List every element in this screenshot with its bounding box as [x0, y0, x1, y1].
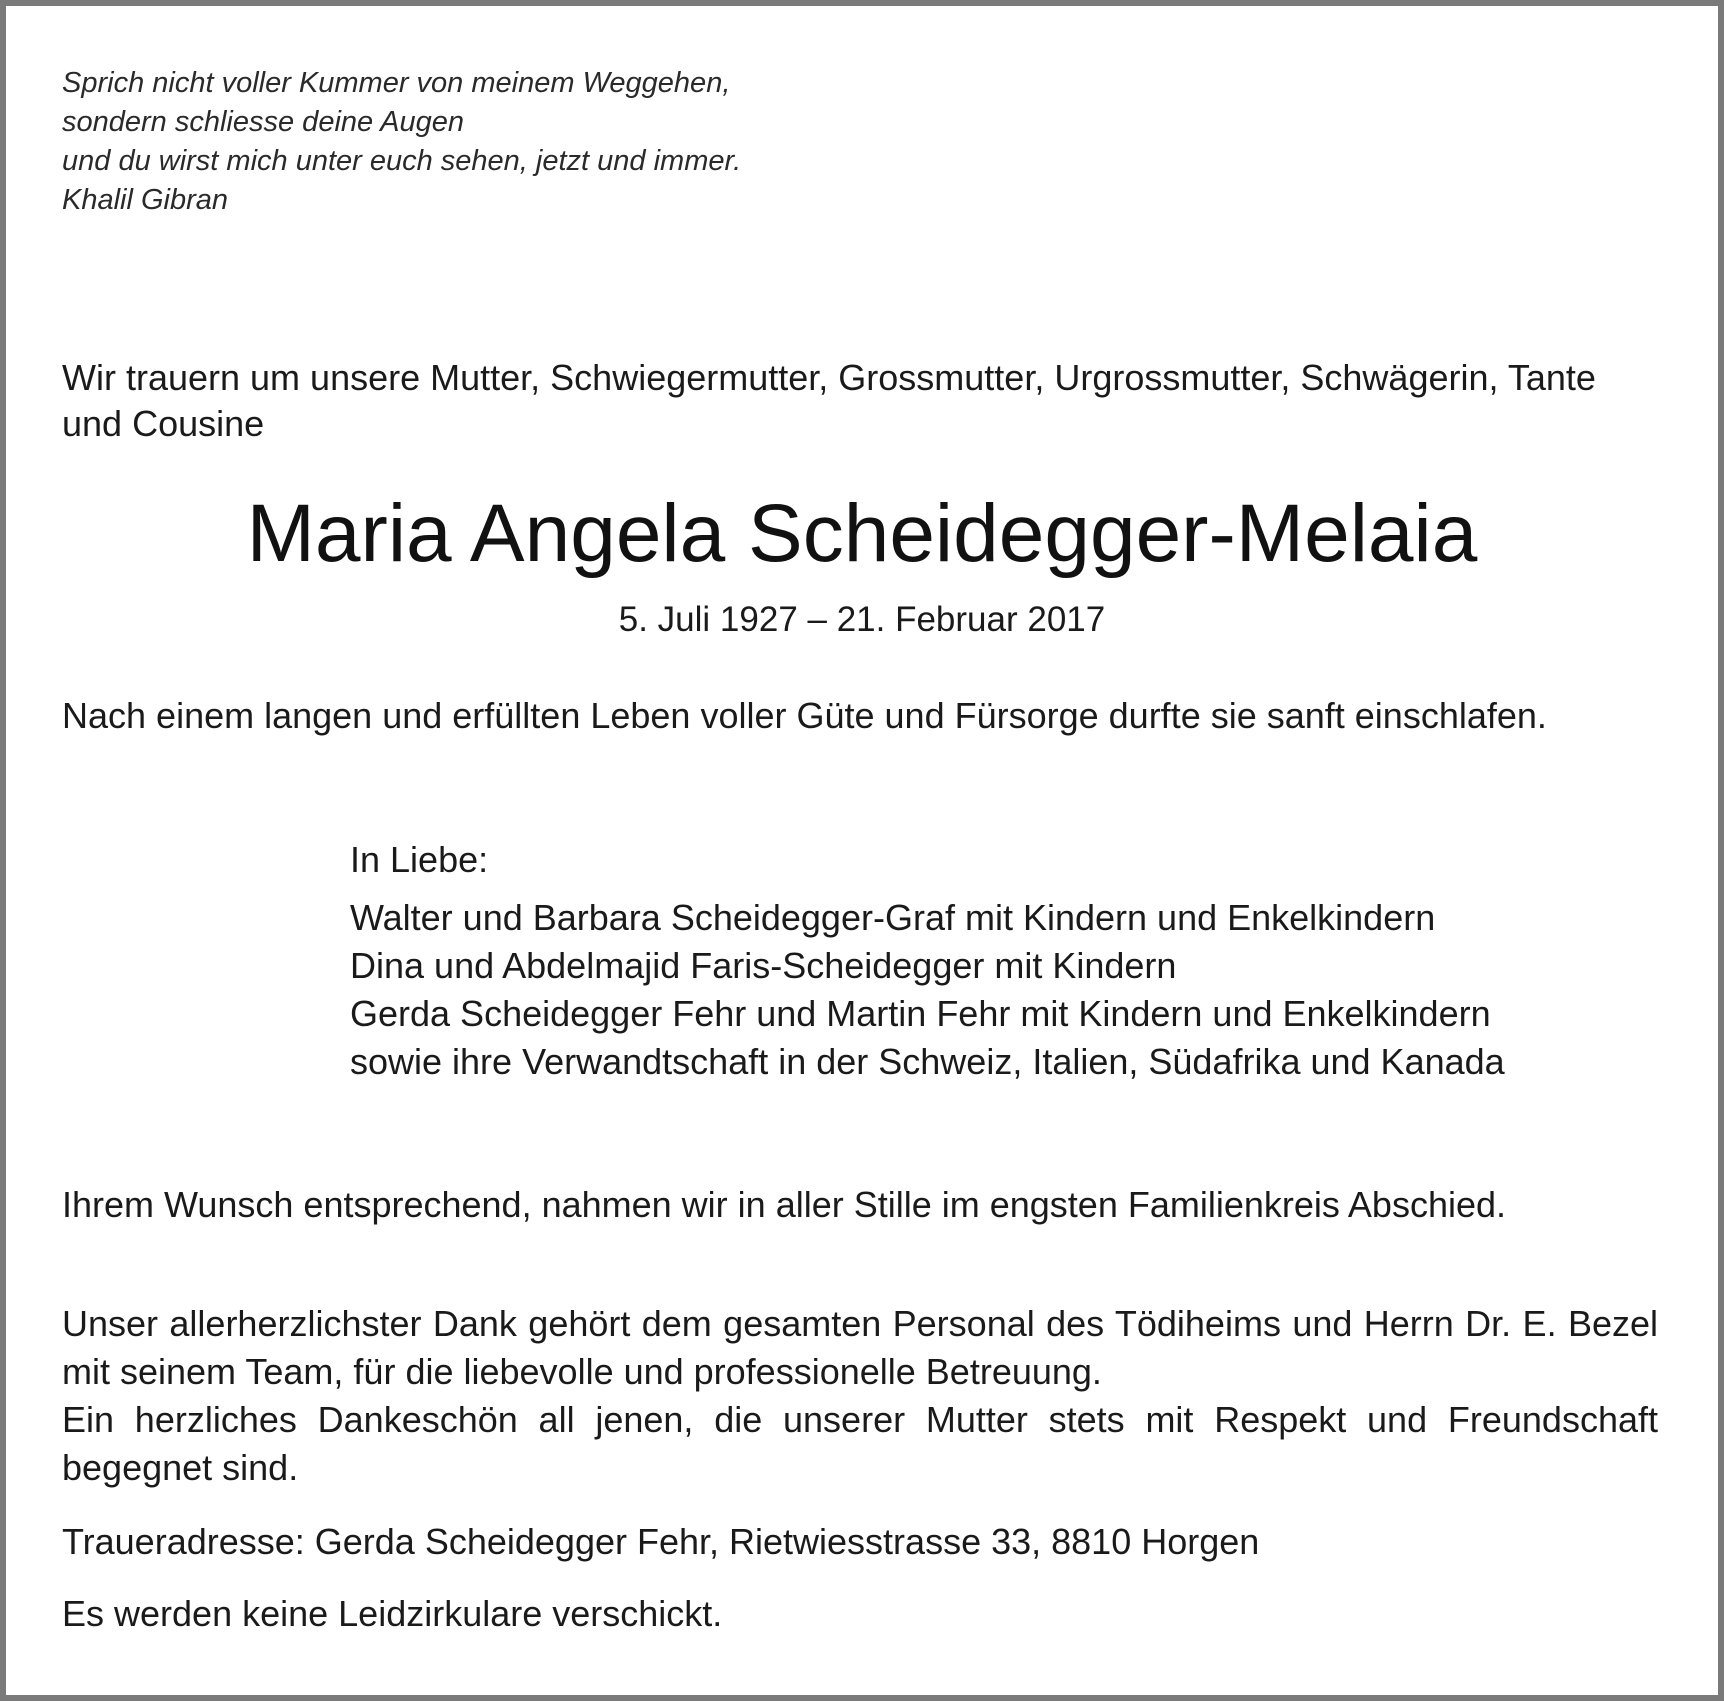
circular-text: Es werden keine Leidzirkulare verschickt. [62, 1593, 723, 1634]
deceased-name: Maria Angela Scheidegger-Melaia [246, 488, 1478, 579]
thanks-text: Unser allerherzlichster Dank gehört dem gesamten Personal des Tödiheims und Herrn Dr. E. Bezel mit seinem Team, für die liebevolle und professionelle Betreuung. [62, 1303, 1658, 1392]
quote-author: Khalil Gibran [62, 184, 229, 216]
life-text: Nach einem langen und erfüllten Leben voller Güte und Fürsorge durfte sie sanft einschlafen. [62, 695, 1547, 736]
life-dates: 5. Juli 1927 – 21. Februar 2017 [618, 600, 1106, 639]
family-member: sowie ihre Verwandtschaft in der Schweiz, Italien, Südafrika und Kanada [350, 1041, 1505, 1082]
quote-line: und du wirst mich unter euch sehen, jetzt und immer. [62, 145, 742, 177]
thanks-text: Ein herzliches Dankeschön all jenen, die unserer Mutter stets mit Respekt und Freundschaft begegnet sind. [62, 1399, 1658, 1488]
family-block [350, 836, 1505, 1086]
quote-block [62, 64, 741, 220]
address-text: Traueradresse: Gerda Scheidegger Fehr, Rietwiesstrasse 33, 8810 Horgen [62, 1521, 1260, 1562]
family-heading: In Liebe: [350, 839, 489, 880]
wish-text: Ihrem Wunsch entsprechend, nahmen wir in aller Stille im engsten Familienkreis Abschied. [62, 1184, 1507, 1225]
family-member: Dina und Abdelmajid Faris-Scheidegger mit Kindern [350, 945, 1177, 986]
quote-line: sondern schliesse deine Augen [62, 106, 464, 138]
family-member: Gerda Scheidegger Fehr und Martin Fehr mit Kindern und Enkelkindern [350, 993, 1491, 1034]
intro-text: Wir trauern um unsere Mutter, Schwiegermutter, Grossmutter, Urgrossmutter, Schwägerin, Tante und Cousine [62, 357, 1596, 444]
thanks-block [62, 1300, 1658, 1492]
family-member: Walter und Barbara Scheidegger-Graf mit Kindern und Enkelkindern [350, 897, 1436, 938]
quote-line: Sprich nicht voller Kummer von meinem Weggehen, [62, 67, 731, 99]
